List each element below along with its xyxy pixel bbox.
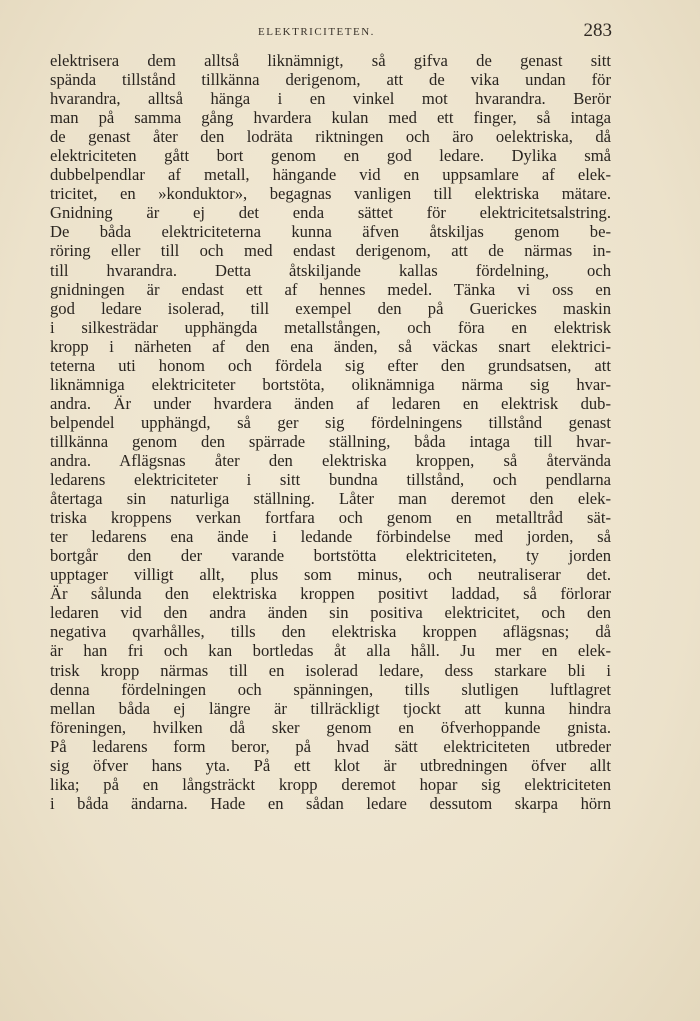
text-line: sig öfver hans yta. På ett klot är utbredningen öfver allt: [50, 755, 611, 775]
text-line: denna fördelningen och spänningen, tills slutligen luftlagret: [50, 679, 611, 699]
text-line: andra. Är under hvardera änden af ledaren en elektrisk dub-: [50, 393, 611, 413]
running-title: ELEKTRICITETEN.: [258, 26, 375, 38]
text-line: återtaga sin naturliga ställning. Låter man deremot den elek-: [50, 489, 611, 509]
text-line: kropp i närheten af den ena änden, så väckas snart elektrici-: [50, 336, 611, 356]
text-line: De båda elektriciteterna kunna äfven åtskiljas genom be-: [50, 222, 611, 242]
text-line: liknämniga elektriciteter bortstöta, oliknämniga närma sig hvar-: [50, 374, 611, 394]
text-line: trisk kropp närmas till en isolerad ledare, dess starkare bli i: [50, 660, 611, 680]
text-line: i silkesträdar upphängda metallstången, och föra en elektrisk: [50, 317, 611, 337]
text-line: tillkänna genom den spärrade ställning, båda intaga till hvar-: [50, 431, 611, 451]
body-text: [50, 51, 611, 813]
text-line: elektrisera dem alltså liknämnigt, så gifva de genast sitt: [50, 51, 611, 70]
text-line: negativa qvarhålles, tills den elektriska kroppen aflägsnas; då: [50, 622, 611, 642]
text-line: lika; på en långsträckt kropp deremot hopar sig elektriciteten: [50, 774, 611, 794]
text-line: till hvarandra. Detta åtskiljande kallas fördelning, och: [50, 260, 611, 280]
text-line: ledaren vid den andra änden sin positiva elektricitet, och den: [50, 603, 611, 623]
text-line: teterna uti honom och fördela sig efter den grundsatsen, att: [50, 355, 611, 375]
text-line: gnidningen är endast ett af hennes medel. Tänka vi oss en: [50, 279, 611, 299]
text-line: god ledare isolerad, till exempel den på Guerickes maskin: [50, 298, 611, 318]
text-line: föreningen, hvilken då sker genom en öfverhoppande gnista.: [50, 717, 611, 737]
text-line: belpendel upphängd, så ger sig fördelningens tillstånd genast: [50, 412, 611, 432]
text-line: upptager villigt allt, plus som minus, och neutraliserar det.: [50, 565, 611, 585]
text-line: ter ledarens ena ände i ledande förbindelse med jorden, så: [50, 527, 611, 547]
text-line: man på samma gång hvardera kulan med ett finger, så intaga: [50, 108, 611, 128]
text-line: de genast åter den lodräta riktningen och äro oelektriska, då: [50, 127, 611, 147]
page-header: [0, 22, 700, 44]
text-line: andra. Aflägsnas åter den elektriska kroppen, så återvända: [50, 450, 611, 470]
text-line: bortgår den der varande bortstötta elektriciteten, ty jorden: [50, 546, 611, 566]
page-number: 283: [583, 20, 612, 41]
text-line: röring eller till och med endast derigenom, att de närmas in-: [50, 241, 611, 261]
text-line: hvarandra, alltså hänga i en vinkel mot hvarandra. Berör: [50, 89, 611, 109]
text-line: Gnidning är ej det enda sättet för elektricitetsalstring.: [50, 203, 611, 223]
text-line: dubbelpendlar af metall, hängande vid en uppsamlare af elek-: [50, 165, 611, 185]
text-line: spända tillstånd tillkänna derigenom, att de vika undan för: [50, 70, 611, 90]
text-line: tricitet, en »konduktor», begagnas vanligen till elektriska mätare.: [50, 184, 611, 204]
text-line: triska kroppens verkan fortfara och genom en metalltråd sät-: [50, 508, 611, 528]
text-line: är han fri och kan bortledas åt alla håll. Ju mer en elek-: [50, 641, 611, 661]
text-line: i båda ändarna. Hade en sådan ledare dessutom skarpa hörn: [50, 793, 611, 813]
text-line: På ledarens form beror, på hvad sätt elektriciteten utbreder: [50, 736, 611, 756]
text-line: mellan båda ej längre är tillräckligt tjockt att kunna hindra: [50, 698, 611, 718]
text-line: Är sålunda den elektriska kroppen positivt laddad, så förlorar: [50, 584, 611, 604]
text-line: elektriciteten gått bort genom en god ledare. Dylika små: [50, 146, 611, 166]
text-line: ledarens elektriciteter i sitt bundna tillstånd, och pendlarna: [50, 470, 611, 490]
